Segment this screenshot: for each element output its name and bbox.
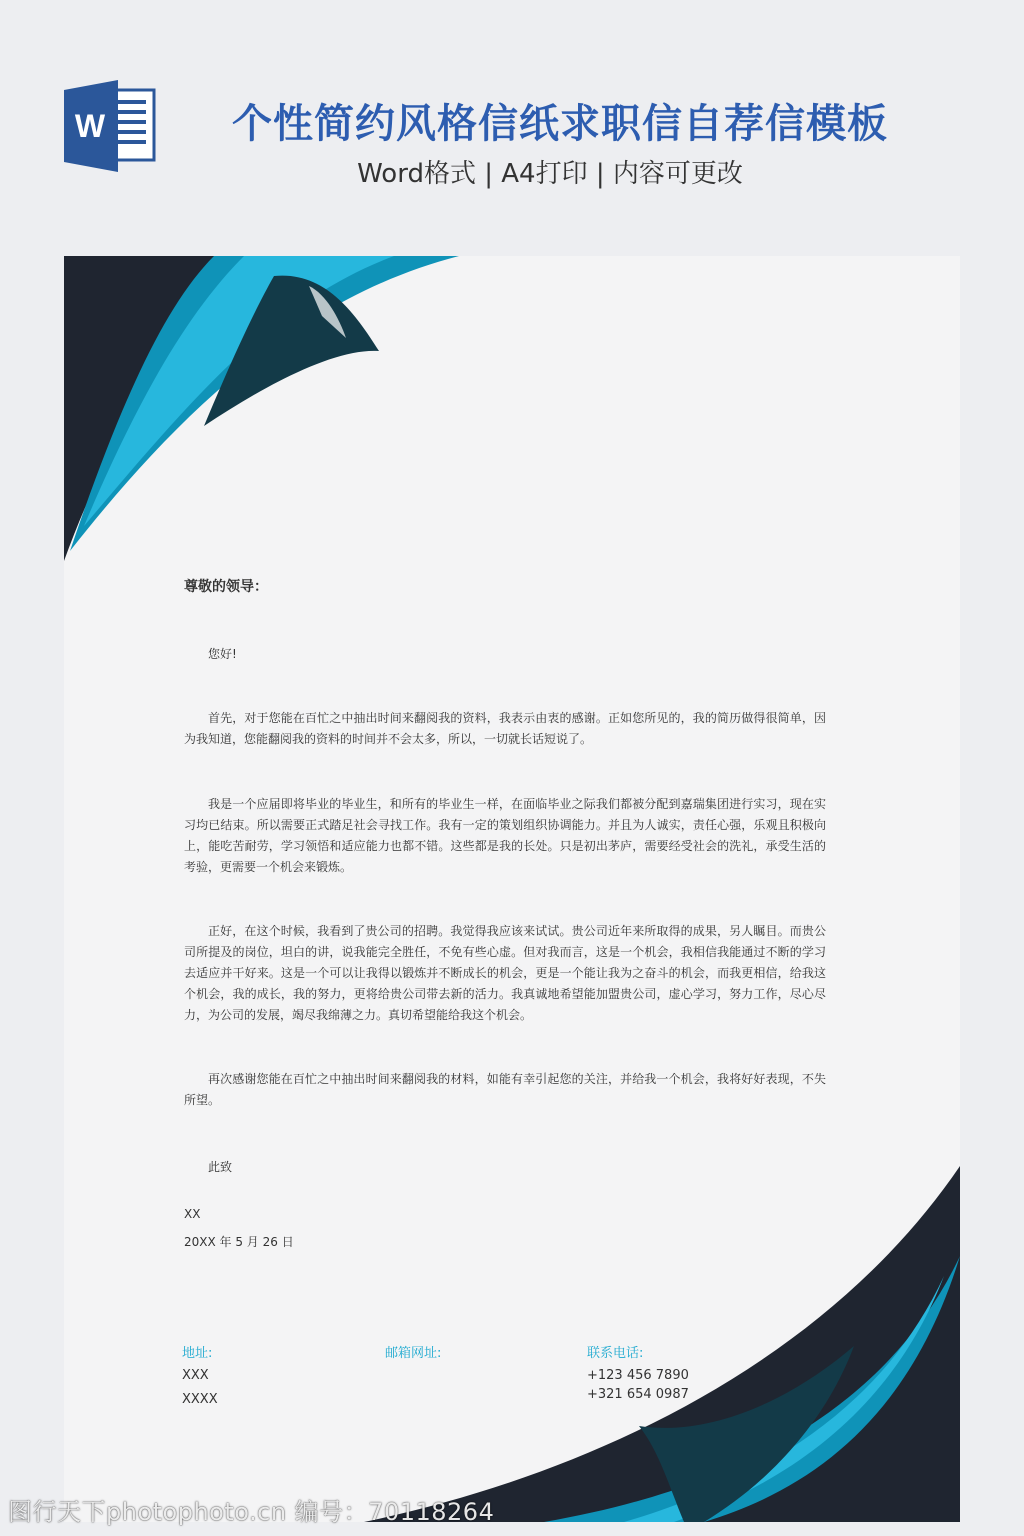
phone-line-2: +321 654 0987 [587,1387,689,1402]
greeting: 您好! [208,647,237,661]
page-title: 个性简约风格信纸求职信自荐信模板 [232,101,888,147]
paragraph-4: 再次感谢您能在百忙之中抽出时间来翻阅我的材料，如能有幸引起您的关注，并给我一个机会，我将好好表现，不失所望。 [184,1072,826,1107]
letter-sheet [64,256,960,1522]
word-logo-letter: W [74,108,106,144]
address-label: 地址: [182,1346,213,1361]
header [0,0,1024,250]
phone-line-1: +123 456 7890 [587,1368,689,1383]
decorative-swoosh [64,256,960,1522]
address-line-2: XXXX [182,1392,218,1407]
letter-date: 20XX 年 5 月 26 日 [184,1235,294,1249]
signature: XX [184,1207,201,1221]
paragraph-1: 首先，对于您能在百忙之中抽出时间来翻阅我的资料，我表示由衷的感谢。正如您所见的，我的简历做得很简单，因为我知道，您能翻阅我的资料的时间并不会太多，所以，一切就长话短说了。 [184,711,826,746]
paragraph-2: 我是一个应届即将毕业的毕业生，和所有的毕业生一样，在面临毕业之际我们都被分配到嘉瑞集团进行实习，现在实习均已结束。所以需要正式踏足社会寻找工作。我有一定的策划组织协调能力。并且为人诚实，责任心强，乐观且积极向上，能吃苦耐劳，学习领悟和适应能力也都不错。这些都是我的长处。只是初出茅庐，需要经受社会的洗礼，承受生活的考验，更需要一个机会来锻炼。 [184,797,826,874]
email-label: 邮箱网址: [385,1346,442,1361]
closing: 此致 [208,1160,233,1174]
page-subtitle: Word格式 | A4打印 | 内容可更改 [357,159,743,189]
salutation: 尊敬的领导： [184,579,268,595]
word-icon [62,80,158,172]
paragraph-3: 正好，在这个时候，我看到了贵公司的招聘。我觉得我应该来试试。贵公司近年来所取得的成果，另人瞩目。而贵公司所提及的岗位，坦白的讲，说我能完全胜任，不免有些心虚。但对我而言，这是一个机会，我相信我能通过不断的学习去适应并干好来。这是一个可以让我得以锻炼并不断成长的机会，更是一个能让我为之奋斗的机会，而我更相信，给我这个机会，我的成长，我的努力，更将给贵公司带去新的活力。我真诚地希望能加盟贵公司，虚心学习，努力工作，尽心尽力，为公司的发展，竭尽我绵薄之力。真切希望能给我这个机会。 [184,924,826,1022]
address-line-1: XXX [182,1368,209,1383]
phone-label: 联系电话: [587,1346,644,1361]
watermark: 图行天下photophoto.cn 编号：70118264 [8,1498,495,1526]
